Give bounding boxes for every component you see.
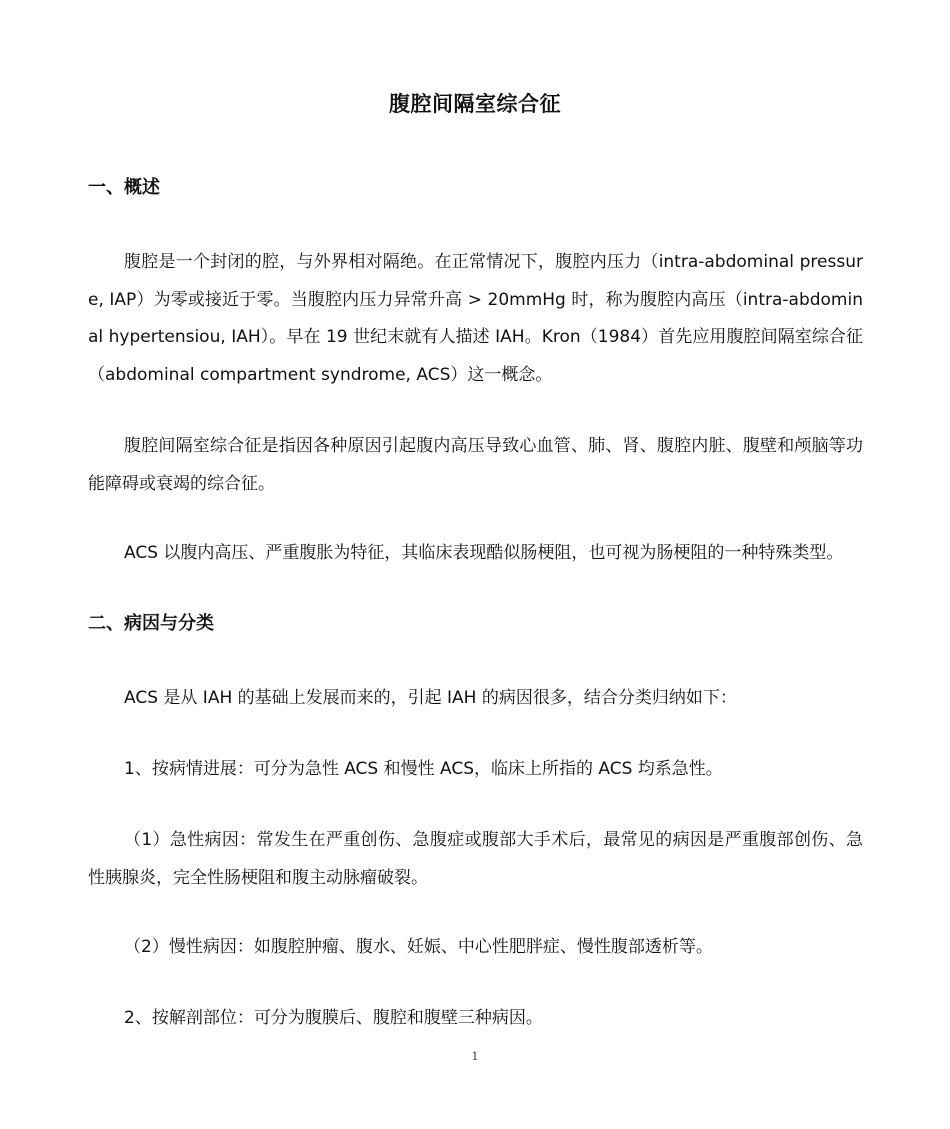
section-heading-overview: 一、概述 bbox=[88, 177, 160, 198]
section-heading-etiology: 二、病因与分类 bbox=[88, 613, 214, 634]
paragraph-overview-1: 腹腔是一个封闭的腔，与外界相对隔绝。在正常情况下，腹腔内压力（intra-abdominal pressure, IAP）为零或接近于零。当腹腔内压力异常升高 > 20mmHg 时，称为腹腔内高压（intra-abdominal hypertensiou, IAH）。早在 19 世纪末就有人描述 IAH。Kron（1984）首先应用腹腔间隔室综合征（abdominal compartment syndrome, ACS）这一概念。 bbox=[88, 252, 863, 385]
paragraph-overview-2: 腹腔间隔室综合征是指因各种原因引起腹内高压导致心血管、肺、肾、腹腔内脏、腹壁和颅脑等功能障碍或衰竭的综合征。 bbox=[88, 436, 863, 494]
paragraph-etiology-5: 2、按解剖部位：可分为腹膜后、腹腔和腹壁三种病因。 bbox=[124, 1008, 543, 1028]
document-title: 腹腔间隔室综合征 bbox=[389, 92, 561, 116]
paragraph-etiology-2: 1、按病情进展：可分为急性 ACS 和慢性 ACS，临床上所指的 ACS 均系急性。 bbox=[124, 759, 723, 779]
paragraph-overview-3: ACS 以腹内高压、严重腹胀为特征，其临床表现酷似肠梗阻，也可视为肠梗阻的一种特殊类型。 bbox=[124, 543, 844, 563]
paragraph-etiology-4: （2）慢性病因：如腹腔肿瘤、腹水、妊娠、中心性肥胖症、慢性腹部透析等。 bbox=[124, 937, 713, 957]
page-number: 1 bbox=[471, 1050, 479, 1063]
paragraph-etiology-3: （1）急性病因：常发生在严重创伤、急腹症或腹部大手术后，最常见的病因是严重腹部创伤、急性胰腺炎，完全性肠梗阻和腹主动脉瘤破裂。 bbox=[88, 830, 863, 888]
paragraph-etiology-1: ACS 是从 IAH 的基础上发展而来的，引起 IAH 的病因很多，结合分类归纳如下： bbox=[124, 688, 737, 708]
